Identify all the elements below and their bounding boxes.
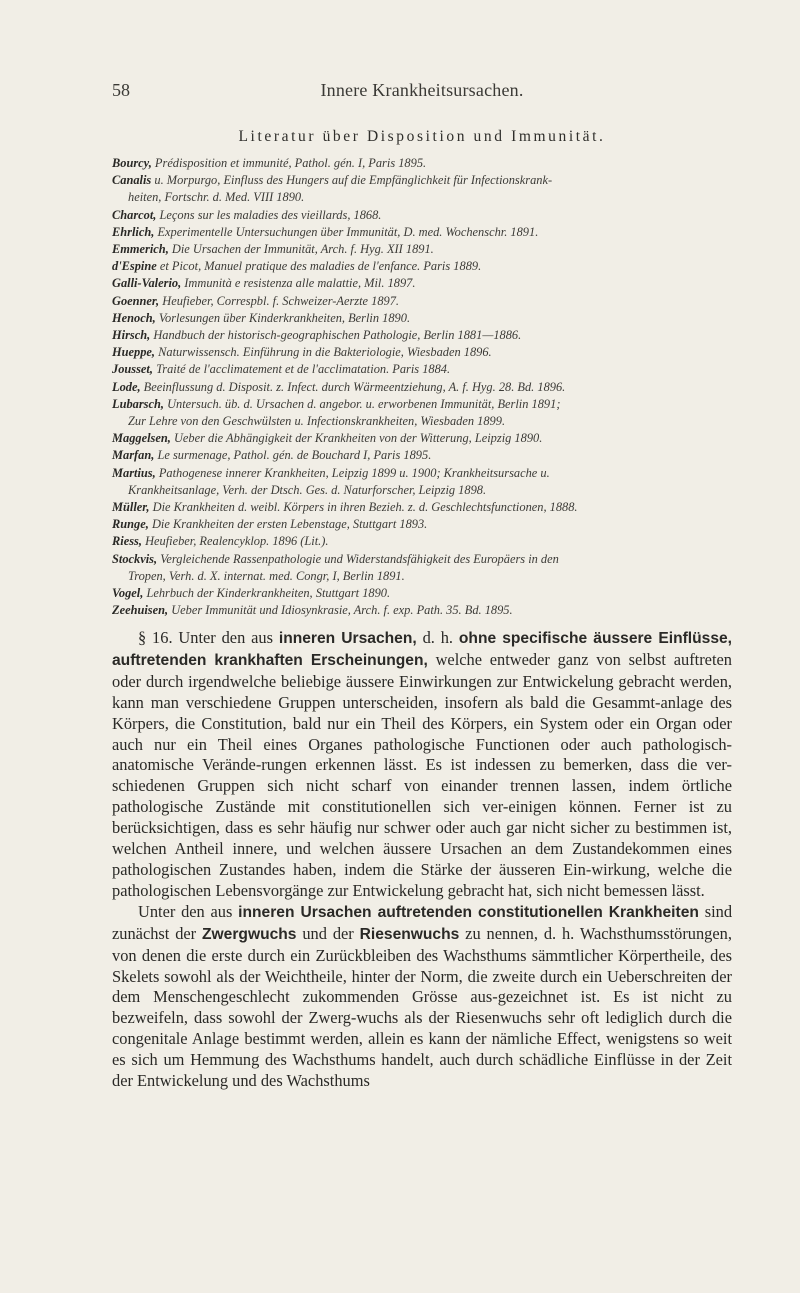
reference-entry xyxy=(112,207,752,224)
reference-author: Vogel, xyxy=(112,586,144,601)
reference-author: Hirsch, xyxy=(112,328,151,343)
reference-text: Die Krankheiten der ersten Lebenstage, Stuttgart 1893. xyxy=(151,517,428,532)
page-number: 58 xyxy=(112,80,130,100)
reference-author: Jousset, xyxy=(112,362,153,377)
reference-entry xyxy=(112,361,752,378)
text-run: d. h. xyxy=(422,628,454,647)
paragraph xyxy=(112,628,732,902)
reference-author: Müller, xyxy=(112,500,150,515)
reference-author: Henoch, xyxy=(112,310,156,325)
reference-entry xyxy=(112,155,752,172)
reference-text: Untersuch. üb. d. Ursachen d. angebor. u. erworbenen Immunität, Berlin 1891; xyxy=(167,396,561,411)
reference-author: Riess, xyxy=(112,534,142,549)
reference-entry xyxy=(112,396,752,430)
reference-author: d'Espine xyxy=(112,259,157,274)
running-title: Innere Krankheitsursachen. xyxy=(320,80,524,100)
text-run: zu nennen, d. h. Wachsthumsstörungen, von denen die erste durch ein Zurückbleiben des Wachsthums sämmtlicher Körpertheile, des Skelets sowohl als der Weichtheile, hinter der Norm, die zweite durch ein Ueberschreiten der dem Menschengeschlecht zukommenden Grösse aus-gezeichnet ist. Es ist nicht zu bezweifeln, dass sowohl der Zwerg-wuchs als der Riesenwuchs sehr oft lediglich durch die congenitale Anlage bestimmt werden, allein es kann der nämliche Effect, wenigstens so weit es sich um Hemmung des Wachsthums handelt, auch durch schädliche Einflüsse in der Zeit der Entwickelung und des Wachsthums xyxy=(112,923,732,1091)
reference-text: Handbuch der historisch-geographischen Pathologie, Berlin 1881—1886. xyxy=(153,328,522,343)
reference-text: Ueber Immunität und Idiosynkrasie, Arch. f. exp. Path. 35. Bd. 1895. xyxy=(171,603,513,618)
reference-list xyxy=(112,155,752,619)
reference-entry xyxy=(112,172,752,206)
reference-text: Le surmenage, Pathol. gén. de Bouchard I, Paris 1895. xyxy=(157,448,432,463)
reference-entry xyxy=(112,344,752,361)
reference-text: Pathogenese innerer Krankheiten, Leipzig 1899 u. 1900; Krankheitsursache u. xyxy=(158,465,550,480)
reference-author: Stockvis, xyxy=(112,551,158,566)
reference-text: Experimentelle Untersuchungen über Immunität, D. med. Wochenschr. 1891. xyxy=(157,224,539,239)
section-lead: § 16. Unter den aus xyxy=(138,628,273,647)
reference-author: Hueppe, xyxy=(112,345,156,360)
reference-author: Lode, xyxy=(112,379,141,394)
emphasis: Riesenwuchs xyxy=(359,925,460,943)
reference-text: Vergleichende Rassenpathologie und Widerstandsfähigkeit des Europäers in den xyxy=(160,551,559,566)
emphasis: inneren Ursachen auftretenden constitutionellen Krankheiten xyxy=(238,903,699,921)
reference-text: et Picot, Manuel pratique des maladies de l'enfance. Paris 1889. xyxy=(159,259,482,274)
reference-entry xyxy=(112,447,752,464)
reference-text: Die Ursachen der Immunität, Arch. f. Hyg. XII 1891. xyxy=(171,242,434,257)
reference-entry xyxy=(112,551,752,585)
reference-text: Leçons sur les maladies des vieillards, 1868. xyxy=(159,207,382,222)
page-header xyxy=(112,80,732,104)
reference-entry xyxy=(112,516,752,533)
reference-text: Heufieber, Realencyklop. 1896 (Lit.). xyxy=(145,534,329,549)
text-run: welche entweder ganz von selbst auftreten oder durch irgendwelche beliebige äussere Einwirkungen zur Entwickelung gebracht werden, kann man verschiedene Gruppen unterscheiden, insofern als bald die Gesammt-anlage des Körpers, die Constitution, bald nur ein Theil des Körpers, ein System oder ein Organ oder auch nur ein Theil eines Organes pathologische Functionen oder auch pathologisch-anatomische Verände-rungen erkennen lässt. Es ist indessen zu bemerken, dass die ver-schiedenen Gruppen sich nicht scharf von einander trennen lassen, indem örtliche pathologische Zustände mit constitutionellen sich ver-einigen können. Ferner ist zu berücksichtigen, dass es sehr häufig nur schwer oder auch gar nicht sicher zu bestimmen ist, welchen Antheil innere, und welchen äussere Ursachen an dem Zustandekommen eines pathologischen Zustandes haben, indem die Stärke der äusseren Ein-wirkung, welche die pathologischen Lebensvorgänge zur Entwickelung gebracht hat, sich nicht bemessen lässt. xyxy=(112,649,732,900)
reference-continuation: Zur Lehre von den Geschwülsten u. Infectionskrankheiten, Wiesbaden 1899. xyxy=(128,414,506,429)
reference-author: Ehrlich, xyxy=(112,224,155,239)
reference-entry xyxy=(112,533,752,550)
reference-author: Zeehuisen, xyxy=(112,603,169,618)
reference-continuation: heiten, Fortschr. d. Med. VIII 1890. xyxy=(128,190,305,205)
emphasis: Zwergwuchs xyxy=(202,925,297,943)
reference-text: Naturwissensch. Einführung in die Bakteriologie, Wiesbaden 1896. xyxy=(158,345,492,360)
paragraph xyxy=(112,902,732,1092)
reference-text: Heufieber, Correspbl. f. Schweizer-Aerzte 1897. xyxy=(162,293,400,308)
reference-text: u. Morpurgo, Einfluss des Hungers auf die Empfänglichkeit für Infectionskrank- xyxy=(154,173,553,188)
reference-text: Vorlesungen über Kinderkrankheiten, Berlin 1890. xyxy=(158,310,411,325)
reference-text: Prédisposition et immunité, Pathol. gén. I, Paris 1895. xyxy=(154,156,427,170)
text-run: und der xyxy=(302,923,354,943)
reference-entry xyxy=(112,224,752,241)
reference-author: Galli-Valerio, xyxy=(112,276,182,291)
reference-author: Charcot, xyxy=(112,207,157,222)
reference-entry xyxy=(112,293,752,310)
emphasis: ohne specifische äussere Einflüsse, auftretenden krankhaften Erscheinungen, xyxy=(112,630,732,669)
text-run: sind zunächst der xyxy=(112,901,733,943)
reference-author: Runge, xyxy=(112,517,149,532)
reference-text: Immunità e resistenza alle malattie, Mil. 1897. xyxy=(184,276,416,291)
reference-entry xyxy=(112,258,752,275)
reference-entry xyxy=(112,275,752,292)
reference-entry xyxy=(112,602,752,619)
reference-entry xyxy=(112,465,752,499)
reference-continuation: Tropen, Verh. d. X. internat. med. Congr, I, Berlin 1891. xyxy=(128,568,405,583)
reference-author: Maggelsen, xyxy=(112,431,171,446)
reference-entry xyxy=(112,379,752,396)
reference-entry xyxy=(112,310,752,327)
reference-entry xyxy=(112,241,752,258)
reference-author: Emmerich, xyxy=(112,242,169,257)
reference-author: Martius, xyxy=(112,465,156,480)
emphasis: inneren Ursachen, xyxy=(278,630,417,647)
reference-author: Marfan, xyxy=(112,448,155,463)
section-text xyxy=(112,628,732,1092)
reference-entry xyxy=(112,327,752,344)
text-run: Unter den aus xyxy=(138,901,233,921)
reference-author: Lubarsch, xyxy=(112,396,164,411)
reference-continuation: Krankheitsanlage, Verh. der Dtsch. Ges. d. Naturforscher, Leipzig 1898. xyxy=(128,482,487,497)
reference-text: Traité de l'acclimatement et de l'acclimatation. Paris 1884. xyxy=(156,362,451,377)
literature-heading: Literatur über Disposition und Immunität. xyxy=(238,128,606,145)
reference-text: Beeinflussung d. Disposit. z. Infect. durch Wärmeentziehung, A. f. Hyg. 28. Bd. 1896. xyxy=(143,379,566,394)
reference-entry xyxy=(112,499,752,516)
reference-text: Ueber die Abhängigkeit der Krankheiten von der Witterung, Leipzig 1890. xyxy=(173,431,543,446)
reference-entry xyxy=(112,430,752,447)
reference-author: Goenner, xyxy=(112,293,160,308)
reference-text: Die Krankheiten d. weibl. Körpers in ihren Bezieh. z. d. Geschlechtsfunctionen, 1888. xyxy=(152,500,578,515)
reference-text: Lehrbuch der Kinderkrankheiten, Stuttgart 1890. xyxy=(146,586,391,601)
reference-entry xyxy=(112,585,752,602)
reference-author: Bourcy, xyxy=(112,156,152,170)
reference-author: Canalis xyxy=(112,173,152,188)
